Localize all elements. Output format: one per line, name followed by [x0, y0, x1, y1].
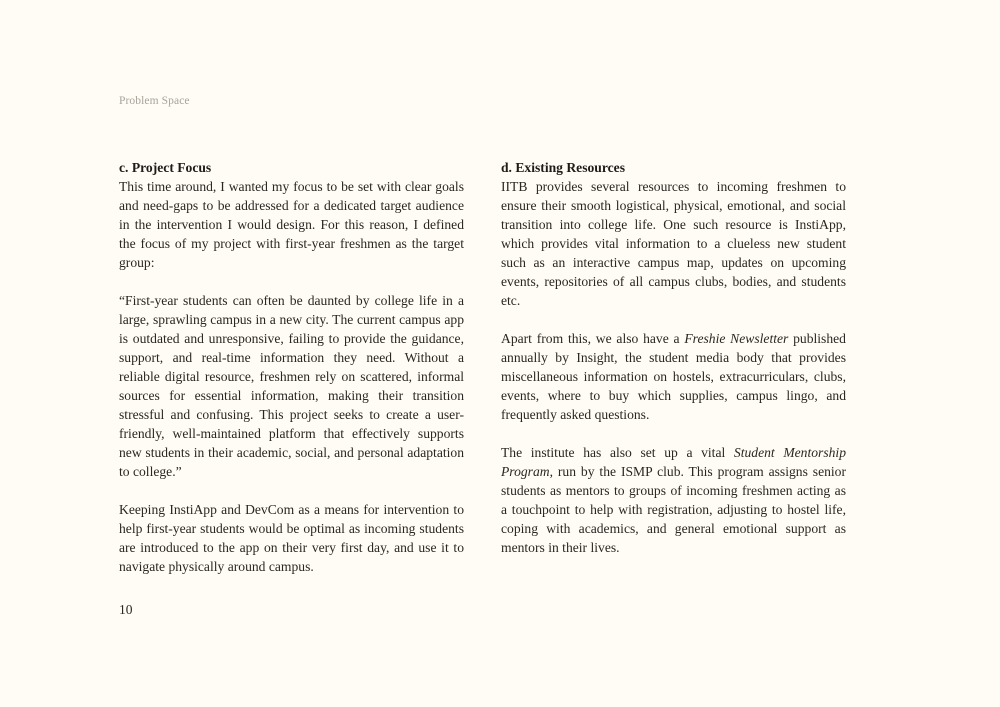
page-number: 10: [119, 602, 133, 617]
paragraph-instiapp: IITB provides several resources to incoming freshmen to ensure their smooth logistical, physical, emotional, and social transition into college life. One such resource is InstiApp, which provides vital information to a clueless new student such as an interactive campus map, updates on upcoming events, repositories of all campus clubs, bodies, and students etc.: [501, 179, 846, 308]
paragraph-mentorship-program: [501, 443, 846, 557]
text-segment: The institute has also set up a vital: [501, 445, 734, 460]
paragraph-intervention: Keeping InstiApp and DevCom as a means for intervention to help first-year students would be optimal as incoming students are introduced to the app on their very first day, and use it to navigate physically around campus.: [119, 502, 464, 574]
text-segment: , run by the ISMP club. This program assigns senior students as mentors to groups of incoming freshmen acting as a touchpoint to help with registration, adjusting to hostel life, coping with academics, and general emotional support as mentors in their lives.: [501, 464, 846, 555]
text-segment: Apart from this, we also have a: [501, 331, 685, 346]
italic-title-freshie-newsletter: Freshie Newsletter: [684, 331, 789, 346]
text-segment: published annually by Insight, the student media body that provides miscellaneous information on hostels, extracurriculars, clubs, events, where to buy which supplies, campus lingo, and frequently asked questions.: [501, 331, 846, 422]
section-heading-existing-resources: d. Existing Resources: [501, 160, 625, 175]
paragraph-problem-statement: “First-year students can often be daunted by college life in a large, sprawling campus in a new city. The current campus app is outdated and unresponsive, failing to provide the guidance, support, and real-time information they need. Without a reliable digital resource, freshmen rely on scattered, informal sources for essential information, making their transition stressful and confusing. This project seeks to create a user-friendly, well-maintained platform that effectively supports new students in their academic, social, and personal adaptation to college.”: [119, 293, 464, 479]
paragraph-freshie-newsletter: [501, 329, 846, 424]
left-column: [119, 158, 464, 576]
right-column: [501, 158, 846, 557]
running-header: Problem Space: [119, 95, 190, 107]
italic-title-student-mentorship-program: Student Mentorship Program: [501, 445, 846, 479]
paragraph-intro: This time around, I wanted my focus to be set with clear goals and need-gaps to be addressed for a dedicated target audience in the intervention I would design. For this reason, I defined the focus of my project with first-year freshmen as the target group:: [119, 179, 464, 270]
section-heading-project-focus: c. Project Focus: [119, 160, 212, 175]
